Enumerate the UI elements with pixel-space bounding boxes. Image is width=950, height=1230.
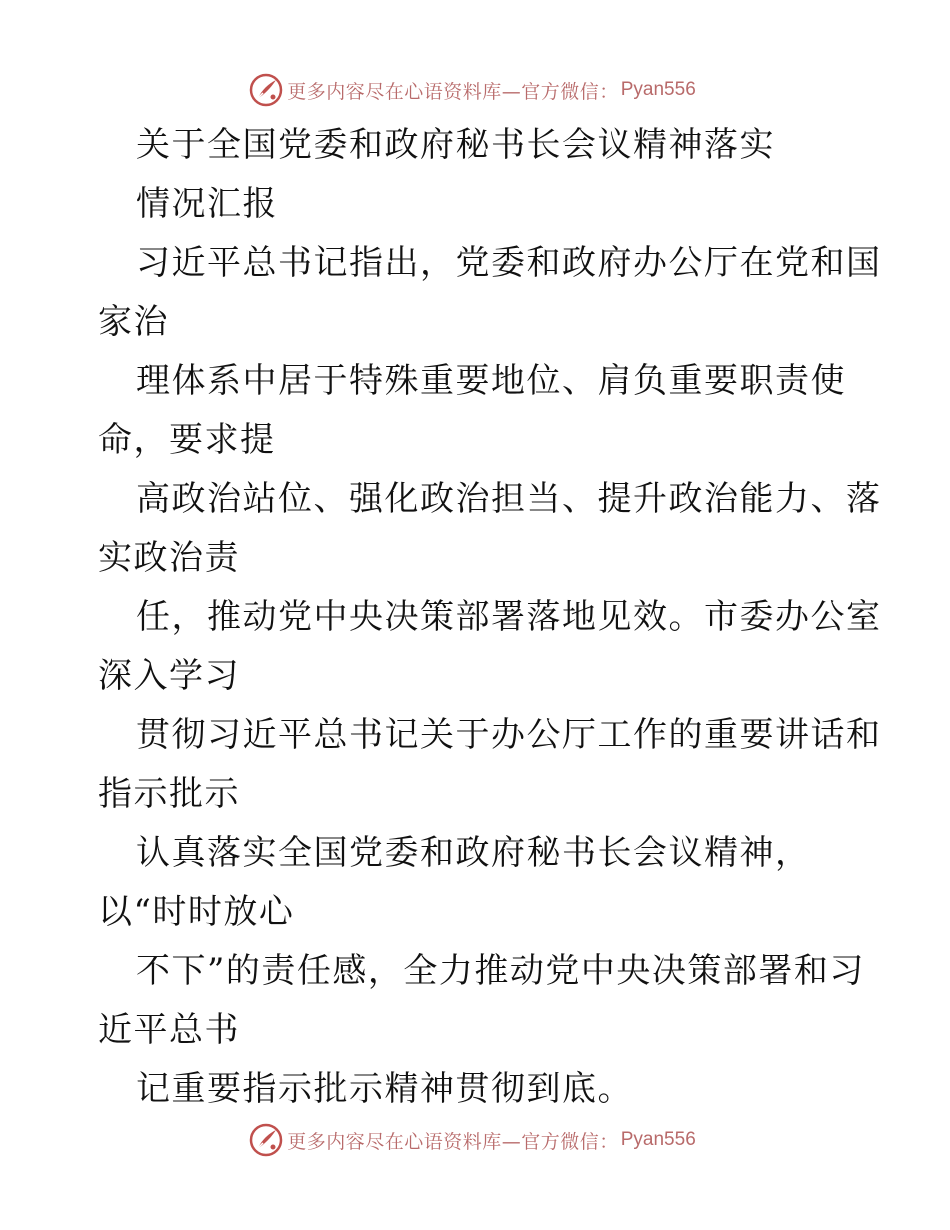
paragraph-line: 指示批示 <box>98 774 240 814</box>
footer-banner-text: 更多内容尽在心语资料库—官方微信： <box>287 1130 619 1153</box>
header-watermark-banner <box>0 70 950 110</box>
paragraph-line: 以“时时放心 <box>98 892 295 932</box>
header-banner-text: 更多内容尽在心语资料库—官方微信： <box>287 80 619 103</box>
paragraph-line: 任，推动党中央决策部署落地见效。市委办公室 <box>136 597 882 637</box>
paragraph-line: 习近平总书记指出，党委和政府办公厅在党和国 <box>136 243 882 283</box>
quill-logo-icon <box>249 73 283 107</box>
footer-watermark-banner <box>0 1120 950 1160</box>
paragraph-line: 高政治站位、强化政治担当、提升政治能力、落 <box>136 479 882 519</box>
paragraph-line: 不下”的责任感，全力推动党中央决策部署和习 <box>136 951 865 991</box>
paragraph-line: 理体系中居于特殊重要地位、肩负重要职责使 <box>136 361 846 401</box>
paragraph-line: 命，要求提 <box>98 420 276 460</box>
document-title-line-2: 情况汇报 <box>136 184 278 224</box>
paragraph-line: 认真落实全国党委和政府秘书长会议精神， <box>136 833 811 873</box>
paragraph-line: 近平总书 <box>98 1010 240 1050</box>
paragraph-line: 深入学习 <box>98 656 240 696</box>
document-title-line-1: 关于全国党委和政府秘书长会议精神落实 <box>136 125 775 165</box>
header-wechat-id: Pyan556 <box>620 79 696 100</box>
paragraph-line: 实政治责 <box>98 538 240 578</box>
quill-logo-icon <box>249 1123 283 1157</box>
paragraph-line: 记重要指示批示精神贯彻到底。 <box>136 1069 633 1109</box>
paragraph-line: 贯彻习近平总书记关于办公厅工作的重要讲话和 <box>136 715 882 755</box>
paragraph-line: 家治 <box>98 302 169 342</box>
footer-wechat-id: Pyan556 <box>620 1129 696 1150</box>
